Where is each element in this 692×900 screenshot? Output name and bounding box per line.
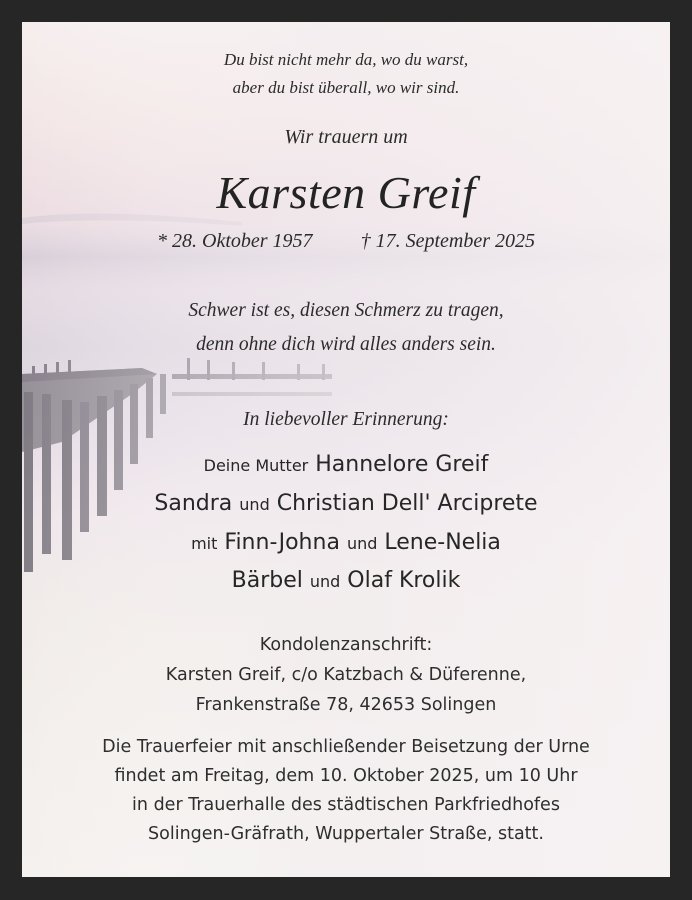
mourner-name: Finn-Johna bbox=[224, 530, 340, 555]
birth-date: * 28. Oktober 1957 bbox=[157, 230, 313, 252]
mourner-conjunction: und bbox=[346, 534, 378, 553]
mourner-conjunction: und bbox=[239, 495, 270, 514]
mourner-name: Bärbel bbox=[231, 568, 303, 593]
verse-line-2: denn ohne dich wird alles anders sein. bbox=[196, 334, 496, 355]
intro-text: Wir trauern um bbox=[284, 126, 408, 148]
deceased-name: Karsten Greif bbox=[216, 167, 476, 218]
memory-heading: In liebevoller Erinnerung: bbox=[243, 409, 449, 430]
mourner-conjunction: und bbox=[309, 572, 341, 591]
mourner-name: Hannelore Greif bbox=[315, 452, 489, 477]
life-dates bbox=[22, 230, 670, 253]
mourner-name: Olaf Krolik bbox=[347, 568, 461, 593]
ceremony-line-3: in der Trauerhalle des städtischen Parkfriedhofes bbox=[132, 795, 560, 815]
quote-line-2: aber du bist überall, wo wir sind. bbox=[232, 78, 460, 97]
mourner-line bbox=[22, 530, 670, 555]
mourner-name: Lene-Nelia bbox=[384, 530, 501, 555]
mourner-line bbox=[22, 491, 670, 516]
mourner-name: Sandra bbox=[154, 491, 233, 516]
condolence-label: Kondolenzanschrift: bbox=[259, 635, 433, 655]
quote-line-1: Du bist nicht mehr da, wo du warst, bbox=[223, 50, 469, 69]
ceremony-line-1: Die Trauerfeier mit anschließender Beisetzung der Urne bbox=[102, 737, 590, 757]
ceremony-line-4: Solingen-Gräfrath, Wuppertaler Straße, statt. bbox=[148, 824, 544, 844]
obituary-content bbox=[22, 22, 670, 877]
ceremony-line-2: findet am Freitag, dem 10. Oktober 2025, um 10 Uhr bbox=[114, 766, 578, 786]
mourner-line bbox=[22, 568, 670, 593]
condolence-address-line-2: Frankenstraße 78, 42653 Solingen bbox=[195, 695, 497, 715]
condolence-address-line-1: Karsten Greif, c/o Katzbach & Düferenne, bbox=[165, 665, 527, 685]
mourner-prefix: mit bbox=[191, 534, 218, 553]
death-date: † 17. September 2025 bbox=[360, 230, 535, 252]
verse-line-1: Schwer ist es, diesen Schmerz zu tragen, bbox=[188, 300, 504, 321]
mourner-name: Christian Dell' Arciprete bbox=[276, 491, 538, 516]
obituary-card bbox=[22, 22, 670, 877]
mourner-line bbox=[22, 452, 670, 477]
mourner-prefix: Deine Mutter bbox=[203, 456, 309, 475]
